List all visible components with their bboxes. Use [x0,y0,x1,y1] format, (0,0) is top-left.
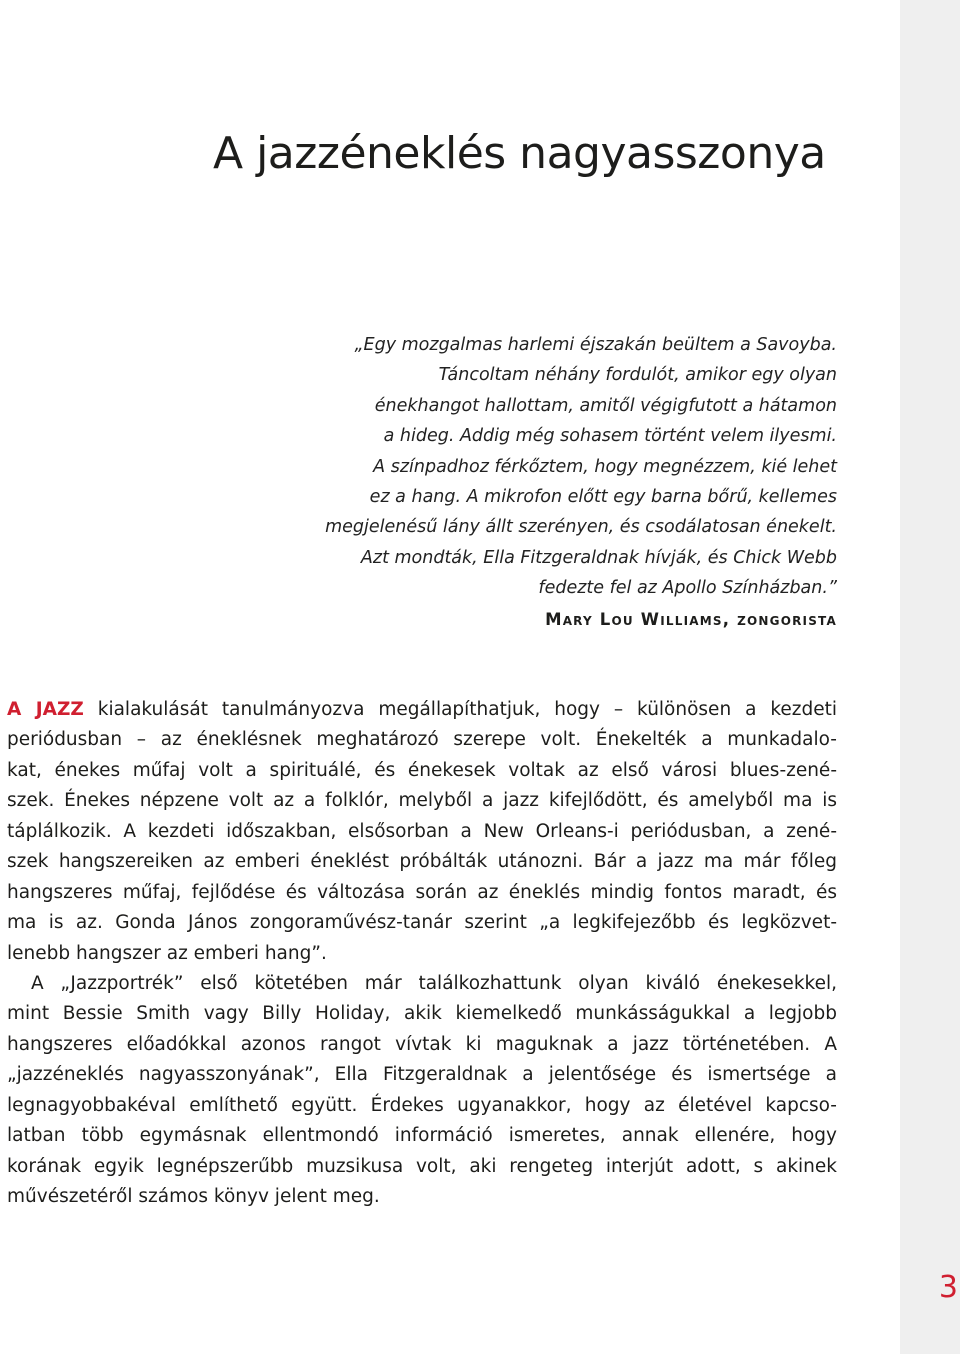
epigraph-line: A színpadhoz férkőztem, hogy megnézzem, kié lehet [373,456,837,477]
paragraph-line: legnagyobbakéval említhető együtt. Érdekes ugyanakkor, hogy az életével kapcso- [7,1094,837,1116]
paragraph-line: hangszeres műfaj, fejlődése és változása során az éneklés mindig fontos maradt, és [7,881,837,903]
paragraph-line: periódusban – az éneklésnek meghatározó szerepe volt. Énekelték a munkadalo- [7,729,837,751]
paragraph-line: ma is az. Gonda János zongoraművész-tanár szerint „a legkifejezőbb és legközvet- [7,912,837,934]
paragraph-line: szek hangszereiken az emberi éneklést próbálták utánozni. Bár a jazz ma már főleg [7,851,837,873]
lead-line-text: kialakulását tanulmányozva megállapíthatjuk, hogy – különösen a kezdeti [83,699,837,720]
paragraph-line: hangszeres előadókkal azonos rangot vívtak ki maguknak a jazz történetében. A [7,1033,837,1055]
page-title: A jazzéneklés nagyasszonya [213,128,826,179]
paragraph-line: A „Jazzportrék” első kötetében már találkozhattunk olyan kiváló énekesekkel, [31,972,837,994]
article-body [7,695,837,1212]
paragraph-line: latban több egymásnak ellentmondó információ ismeretes, annak ellenére, hogy [7,1125,837,1147]
page-number: 3 [938,1270,958,1305]
paragraph-line: lenebb hangszer az emberi hang”. [7,942,327,964]
epigraph-line: Táncoltam néhány fordulót, amikor egy olyan [438,365,837,386]
epigraph-line: Azt mondták, Ella Fitzgeraldnak hívják, és Chick Webb [360,547,837,568]
paragraph-line: szek. Énekes népzene volt az a folklór, melyből a jazz kifejlődött, és amelyből ma is [7,790,837,812]
paragraph-line [7,695,837,725]
epigraph-line: a hideg. Addig még sohasem történt velem ilyesmi. [383,426,837,447]
epigraph-line: fedezte fel az Apollo Színházban.” [538,578,837,599]
epigraph-line: ez a hang. A mikrofon előtt egy barna bőrű, kellemes [369,487,837,508]
paragraph-line: „jazzéneklés nagyasszonyának”, Ella Fitzgeraldnak a jelentősége és ismertsége a [7,1064,837,1086]
paragraph-line: mint Bessie Smith vagy Billy Holiday, akik kiemelkedő munkásságukkal a legjobb [7,1003,837,1025]
epigraph-attribution: Mary Lou Williams, zongorista [545,609,837,629]
paragraph-line: korának egyik legnépszerűbb muzsikusa volt, aki rengeteg interjút adott, s akinek [7,1155,837,1177]
epigraph-line: megjelenésű lány állt szerényen, és csodálatosan énekelt. [325,517,837,538]
paragraph-line: táplálkozik. A kezdeti időszakban, elsősorban a New Orleans-i periódusban, a zené- [7,820,837,842]
margin-band [900,0,960,1354]
epigraph-quote [300,330,837,632]
paragraph-line: művészetéről számos könyv jelent meg. [7,1186,380,1207]
epigraph-line: énekhangot hallottam, amitől végigfutott a hátamon [374,395,837,416]
lead-in: A JAZZ [7,699,84,720]
paragraph-line: kat, énekes műfaj volt a spirituálé, és énekesek voltak az első városi blues-zené- [7,759,837,781]
epigraph-line: „Egy mozgalmas harlemi éjszakán beültem a Savoyba. [354,335,837,355]
